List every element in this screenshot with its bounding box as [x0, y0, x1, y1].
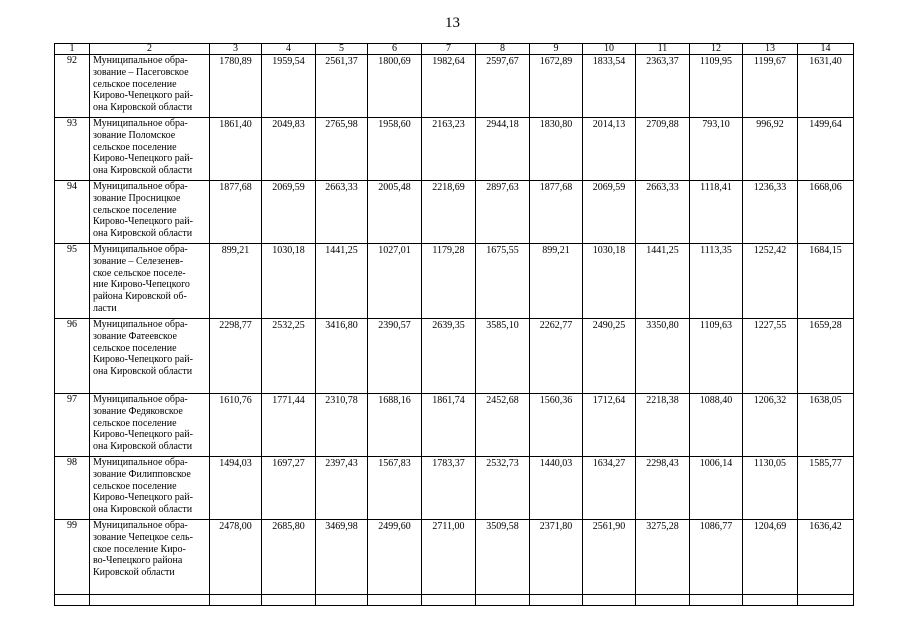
column-header-13: 13 [743, 44, 798, 55]
value-cell-col-4: 2049,83 [262, 118, 316, 181]
value-cell-col-5: 1441,25 [316, 244, 368, 319]
value-cell-col-12: 1109,95 [690, 55, 743, 118]
value-cell-col-5: 3469,98 [316, 520, 368, 595]
value-cell-col-6: 1688,16 [368, 394, 422, 457]
value-cell-col-6: 1958,60 [368, 118, 422, 181]
column-header-12: 12 [690, 44, 743, 55]
value-cell-col-11: 3350,80 [636, 319, 690, 394]
municipality-name: Муниципальное обра- зование Чепецкое сель- ское поселение Киро- во-Чепецкого района Кировской области [90, 520, 210, 595]
value-cell-col-11: 2218,38 [636, 394, 690, 457]
table-row [55, 457, 854, 520]
value-cell-col-14: 1638,05 [798, 394, 854, 457]
value-cell-col-12: 1113,35 [690, 244, 743, 319]
value-cell-col-9: 899,21 [530, 244, 583, 319]
empty-cell [476, 595, 530, 606]
value-cell-col-10: 1634,27 [583, 457, 636, 520]
value-cell-col-14: 1684,15 [798, 244, 854, 319]
value-cell-col-13: 1130,05 [743, 457, 798, 520]
value-cell-col-5: 2561,37 [316, 55, 368, 118]
column-header-8: 8 [476, 44, 530, 55]
table-row [55, 394, 854, 457]
empty-cell [422, 595, 476, 606]
value-cell-col-8: 1675,55 [476, 244, 530, 319]
municipality-name: Муниципальное обра- зование Федяковское сельское поселение Кирово-Чепецкого рай- она Кировской области [90, 394, 210, 457]
value-cell-col-13: 1236,33 [743, 181, 798, 244]
value-cell-col-14: 1631,40 [798, 55, 854, 118]
value-cell-col-7: 2163,23 [422, 118, 476, 181]
municipality-name: Муниципальное обра- зование – Селезенев- ское сельское поселе- ние Кирово-Чепецкого района Кировской об- ласти [90, 244, 210, 319]
empty-row [55, 595, 854, 606]
value-cell-col-10: 1030,18 [583, 244, 636, 319]
value-cell-col-3: 1610,76 [210, 394, 262, 457]
value-cell-col-4: 1697,27 [262, 457, 316, 520]
column-header-7: 7 [422, 44, 476, 55]
municipality-name: Муниципальное обра- зование Филипповское сельское поселение Кирово-Чепецкого рай- она Кировской области [90, 457, 210, 520]
value-cell-col-5: 2397,43 [316, 457, 368, 520]
value-cell-col-6: 2005,48 [368, 181, 422, 244]
value-cell-col-12: 1086,77 [690, 520, 743, 595]
municipality-name: Муниципальное обра- зование Фатеевское сельское поселение Кирово-Чепецкого рай- она Кировской области [90, 319, 210, 394]
table-row [55, 118, 854, 181]
value-cell-col-9: 1830,80 [530, 118, 583, 181]
row-number: 93 [55, 118, 90, 181]
value-cell-col-3: 2478,00 [210, 520, 262, 595]
value-cell-col-4: 2069,59 [262, 181, 316, 244]
table-row [55, 319, 854, 394]
value-cell-col-3: 1494,03 [210, 457, 262, 520]
value-cell-col-9: 2262,77 [530, 319, 583, 394]
value-cell-col-5: 3416,80 [316, 319, 368, 394]
empty-cell [55, 595, 90, 606]
value-cell-col-9: 2371,80 [530, 520, 583, 595]
municipality-name: Муниципальное обра- зование Просницкое сельское поселение Кирово-Чепецкого рай- она Кировской области [90, 181, 210, 244]
value-cell-col-10: 1712,64 [583, 394, 636, 457]
value-cell-col-14: 1636,42 [798, 520, 854, 595]
empty-cell [368, 595, 422, 606]
column-header-4: 4 [262, 44, 316, 55]
value-cell-col-3: 1877,68 [210, 181, 262, 244]
value-cell-col-11: 2363,37 [636, 55, 690, 118]
page-number: 13 [445, 15, 460, 31]
value-cell-col-6: 1027,01 [368, 244, 422, 319]
value-cell-col-13: 1227,55 [743, 319, 798, 394]
value-cell-col-10: 1833,54 [583, 55, 636, 118]
value-cell-col-11: 2709,88 [636, 118, 690, 181]
empty-cell [90, 595, 210, 606]
value-cell-col-9: 1877,68 [530, 181, 583, 244]
row-number: 99 [55, 520, 90, 595]
value-cell-col-8: 2532,73 [476, 457, 530, 520]
value-cell-col-14: 1499,64 [798, 118, 854, 181]
value-cell-col-8: 2897,63 [476, 181, 530, 244]
empty-cell [530, 595, 583, 606]
value-cell-col-13: 996,92 [743, 118, 798, 181]
value-cell-col-7: 1179,28 [422, 244, 476, 319]
municipality-name: Муниципальное обра- зование Поломское сельское поселение Кирово-Чепецкого рай- она Кировской области [90, 118, 210, 181]
value-cell-col-6: 2390,57 [368, 319, 422, 394]
column-header-3: 3 [210, 44, 262, 55]
value-cell-col-13: 1206,32 [743, 394, 798, 457]
value-cell-col-12: 1088,40 [690, 394, 743, 457]
value-cell-col-11: 1441,25 [636, 244, 690, 319]
value-cell-col-4: 1030,18 [262, 244, 316, 319]
value-cell-col-7: 1982,64 [422, 55, 476, 118]
row-number: 94 [55, 181, 90, 244]
value-cell-col-6: 1567,83 [368, 457, 422, 520]
empty-cell [583, 595, 636, 606]
value-cell-col-3: 899,21 [210, 244, 262, 319]
column-header-1: 1 [55, 44, 90, 55]
column-header-10: 10 [583, 44, 636, 55]
value-cell-col-12: 793,10 [690, 118, 743, 181]
value-cell-col-11: 2663,33 [636, 181, 690, 244]
row-number: 97 [55, 394, 90, 457]
value-cell-col-7: 2218,69 [422, 181, 476, 244]
value-cell-col-13: 1199,67 [743, 55, 798, 118]
value-cell-col-10: 2069,59 [583, 181, 636, 244]
value-cell-col-10: 2561,90 [583, 520, 636, 595]
value-cell-col-7: 1783,37 [422, 457, 476, 520]
value-cell-col-4: 1959,54 [262, 55, 316, 118]
value-cell-col-13: 1252,42 [743, 244, 798, 319]
table-row [55, 520, 854, 595]
column-header-14: 14 [798, 44, 854, 55]
value-cell-col-12: 1109,63 [690, 319, 743, 394]
empty-cell [798, 595, 854, 606]
table-row [55, 181, 854, 244]
value-cell-col-4: 2685,80 [262, 520, 316, 595]
value-cell-col-5: 2663,33 [316, 181, 368, 244]
empty-cell [690, 595, 743, 606]
value-cell-col-9: 1440,03 [530, 457, 583, 520]
value-cell-col-11: 2298,43 [636, 457, 690, 520]
value-cell-col-4: 1771,44 [262, 394, 316, 457]
municipality-name: Муниципальное обра- зование – Пасеговское сельское поселение Кирово-Чепецкого рай- она Кировской области [90, 55, 210, 118]
value-cell-col-6: 1800,69 [368, 55, 422, 118]
value-cell-col-11: 3275,28 [636, 520, 690, 595]
value-cell-col-3: 1780,89 [210, 55, 262, 118]
value-cell-col-7: 2711,00 [422, 520, 476, 595]
table-row [55, 55, 854, 118]
value-cell-col-8: 2944,18 [476, 118, 530, 181]
column-header-9: 9 [530, 44, 583, 55]
value-cell-col-3: 1861,40 [210, 118, 262, 181]
column-header-11: 11 [636, 44, 690, 55]
data-table [54, 43, 854, 606]
row-number: 98 [55, 457, 90, 520]
value-cell-col-8: 3585,10 [476, 319, 530, 394]
value-cell-col-8: 2597,67 [476, 55, 530, 118]
value-cell-col-12: 1006,14 [690, 457, 743, 520]
value-cell-col-3: 2298,77 [210, 319, 262, 394]
value-cell-col-6: 2499,60 [368, 520, 422, 595]
value-cell-col-5: 2310,78 [316, 394, 368, 457]
empty-cell [262, 595, 316, 606]
value-cell-col-13: 1204,69 [743, 520, 798, 595]
value-cell-col-7: 1861,74 [422, 394, 476, 457]
value-cell-col-9: 1560,36 [530, 394, 583, 457]
value-cell-col-14: 1585,77 [798, 457, 854, 520]
column-header-6: 6 [368, 44, 422, 55]
value-cell-col-14: 1668,06 [798, 181, 854, 244]
table-body [55, 55, 854, 606]
column-header-5: 5 [316, 44, 368, 55]
row-number: 95 [55, 244, 90, 319]
table-row [55, 244, 854, 319]
header-row [55, 44, 854, 55]
value-cell-col-7: 2639,35 [422, 319, 476, 394]
empty-cell [636, 595, 690, 606]
value-cell-col-5: 2765,98 [316, 118, 368, 181]
value-cell-col-8: 3509,58 [476, 520, 530, 595]
value-cell-col-14: 1659,28 [798, 319, 854, 394]
empty-cell [316, 595, 368, 606]
empty-cell [210, 595, 262, 606]
empty-cell [743, 595, 798, 606]
row-number: 92 [55, 55, 90, 118]
value-cell-col-12: 1118,41 [690, 181, 743, 244]
value-cell-col-4: 2532,25 [262, 319, 316, 394]
value-cell-col-10: 2014,13 [583, 118, 636, 181]
value-cell-col-8: 2452,68 [476, 394, 530, 457]
value-cell-col-9: 1672,89 [530, 55, 583, 118]
row-number: 96 [55, 319, 90, 394]
column-header-2: 2 [90, 44, 210, 55]
value-cell-col-10: 2490,25 [583, 319, 636, 394]
